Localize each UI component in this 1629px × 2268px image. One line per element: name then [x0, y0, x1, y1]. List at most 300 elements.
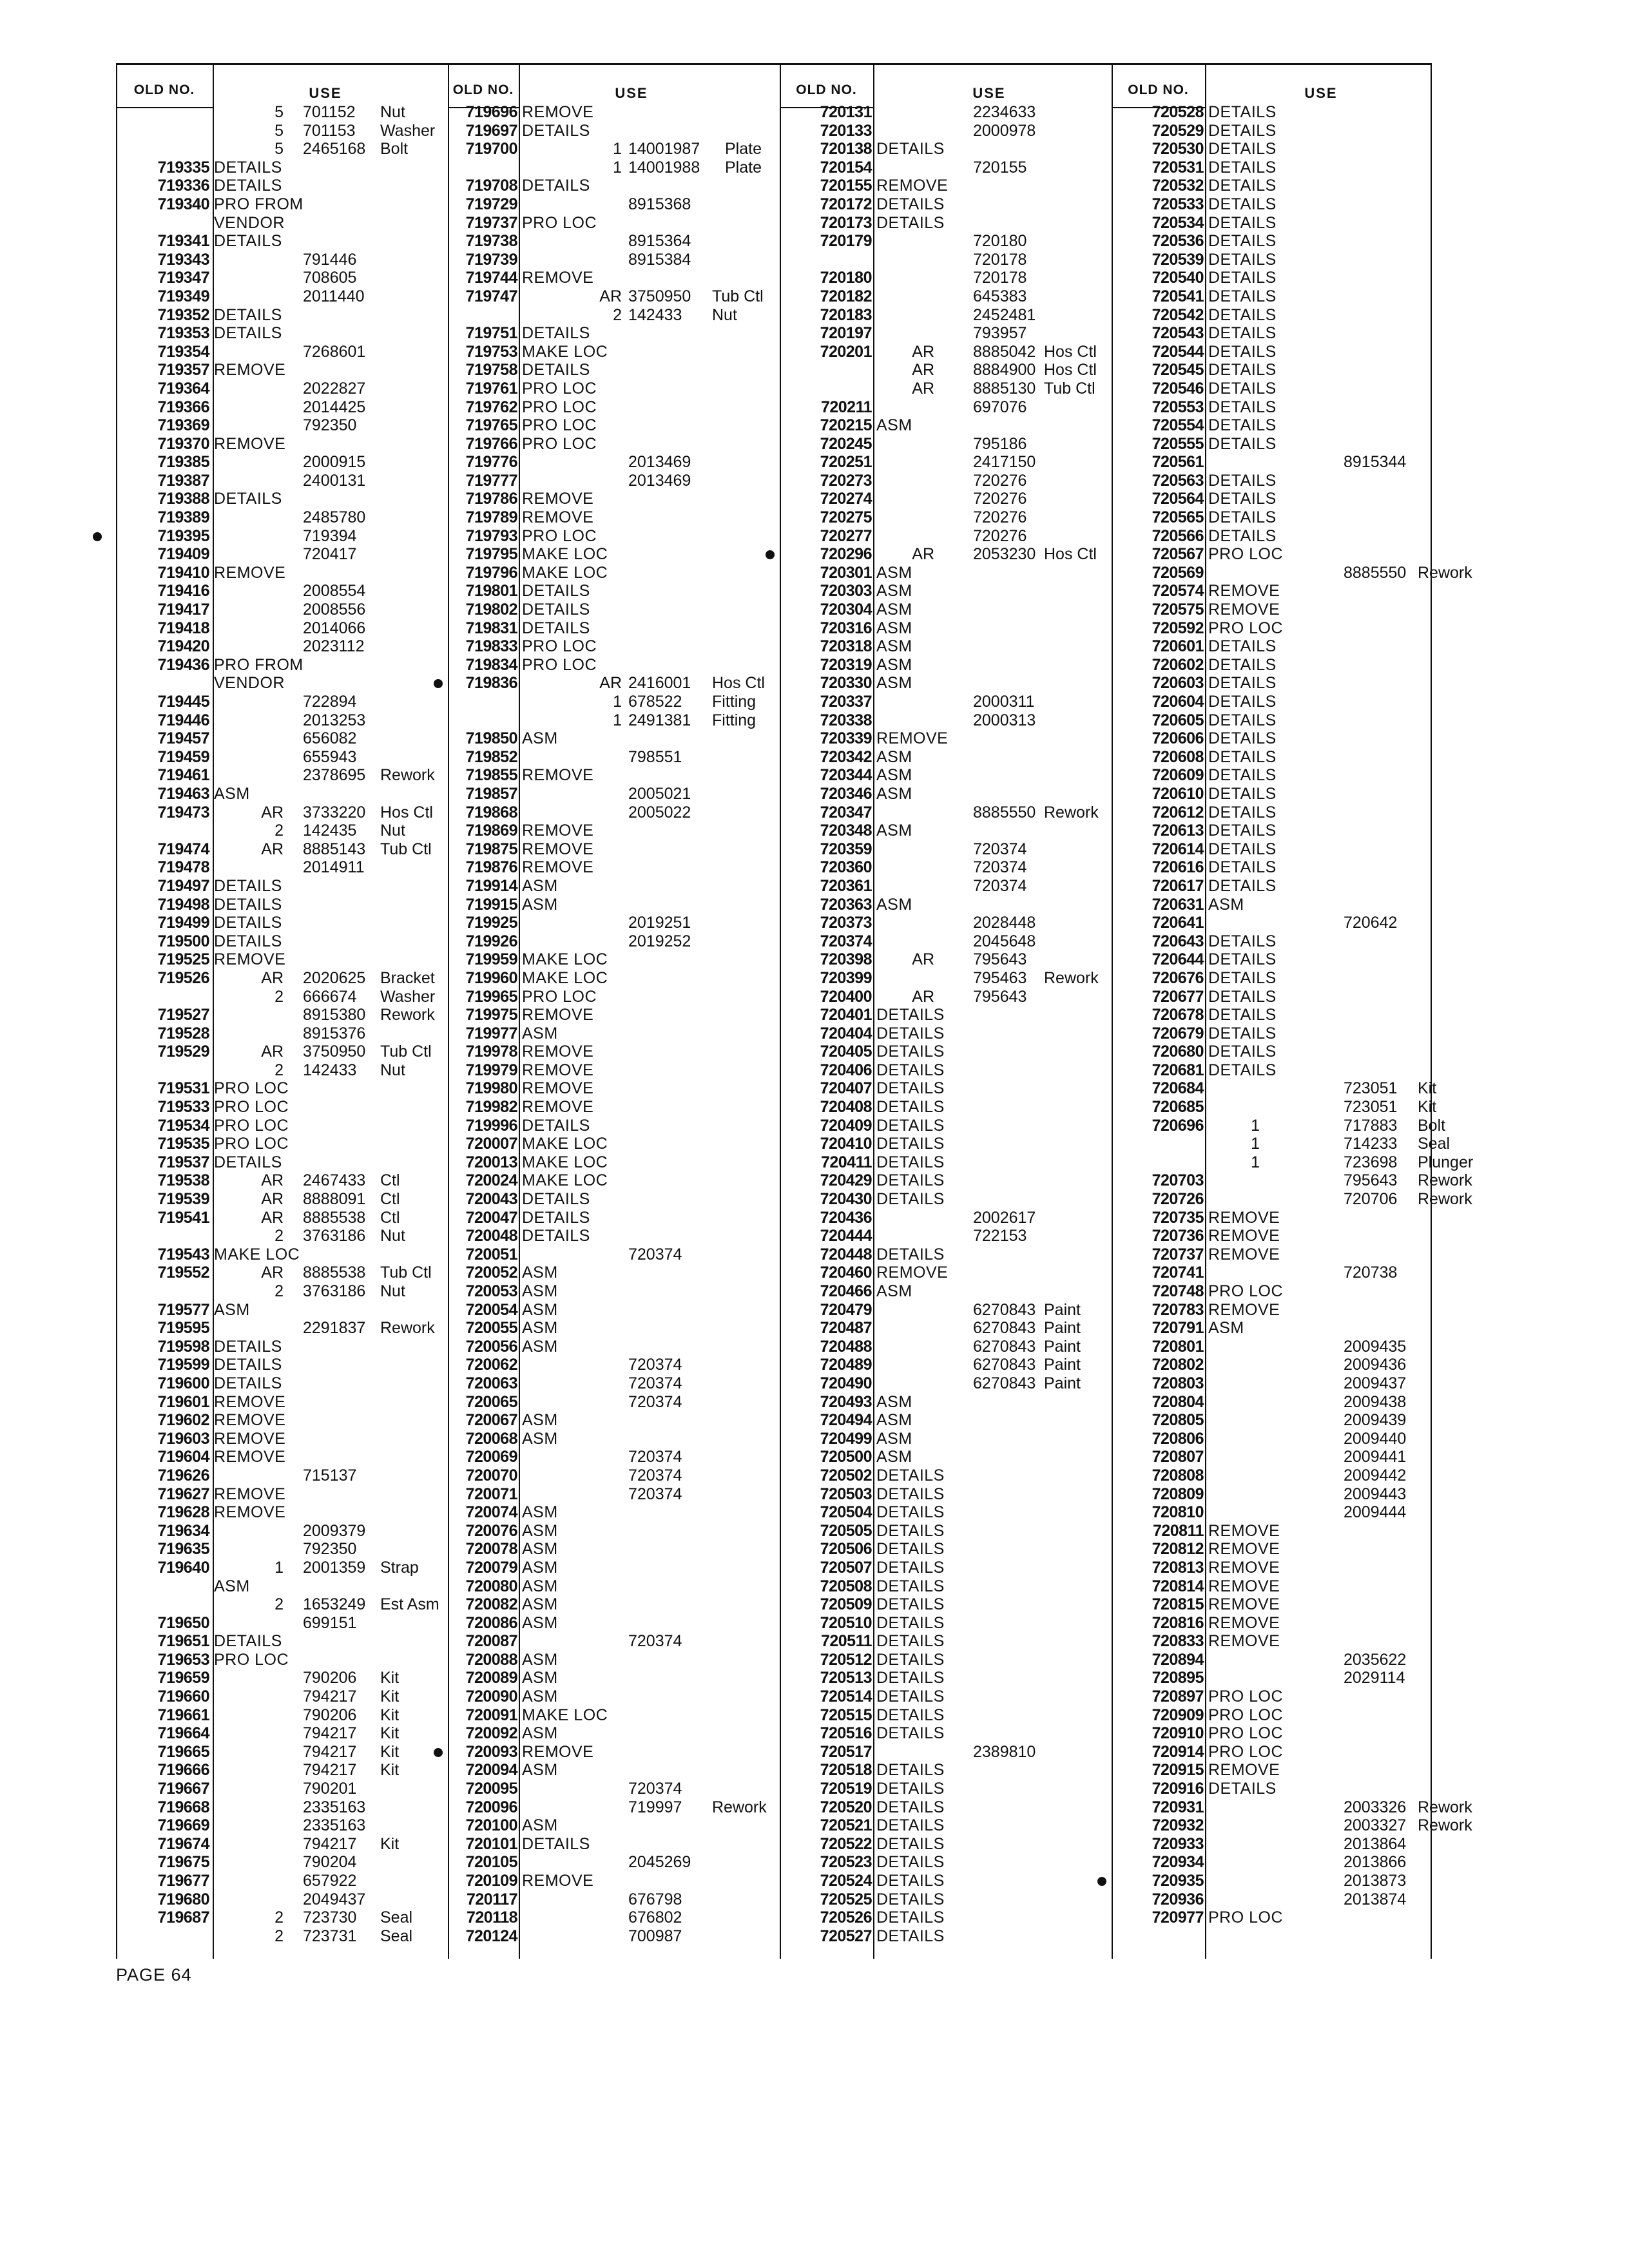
use-action: DETAILS	[1208, 655, 1277, 674]
table-row	[780, 1024, 1112, 1043]
use-action: DETAILS	[1208, 637, 1277, 656]
table-row	[116, 564, 448, 582]
old-number: 719802	[465, 601, 517, 619]
header-use: USE	[1304, 85, 1338, 101]
quantity: 2	[275, 1595, 284, 1614]
part-number: 794217	[303, 1761, 357, 1780]
old-number: 719965	[465, 987, 517, 1006]
table-row	[448, 324, 780, 343]
old-number: 719996	[465, 1116, 517, 1135]
old-number: 720448	[820, 1245, 872, 1264]
old-number: 719354	[157, 342, 209, 361]
old-number: 720791	[1152, 1319, 1204, 1338]
use-action: DETAILS	[1208, 932, 1277, 950]
part-number: 657922	[303, 1872, 357, 1890]
table-row	[1112, 563, 1472, 582]
old-number: 719463	[157, 784, 209, 803]
use-action: REMOVE	[522, 1872, 594, 1890]
column-header	[1112, 76, 1443, 99]
part-number: 6270843	[973, 1374, 1036, 1392]
use-action: ASM	[876, 1448, 912, 1466]
old-number: 719833	[465, 637, 517, 656]
part-number: 720738	[1344, 1264, 1398, 1282]
table-row	[448, 1816, 780, 1835]
part-number: 720276	[973, 508, 1027, 527]
table-column-2	[448, 63, 780, 1959]
use-action: DETAILS	[1208, 711, 1277, 729]
old-number: 719595	[157, 1319, 209, 1338]
old-number: 720296	[820, 545, 872, 564]
use-action: ASM	[522, 1761, 558, 1780]
use-action: DETAILS	[876, 1006, 945, 1024]
old-number: 720897	[1152, 1687, 1204, 1706]
table-row	[1112, 1153, 1474, 1172]
use-action: DETAILS	[876, 1761, 945, 1780]
table-row	[116, 877, 448, 896]
use-action: DETAILS	[1208, 526, 1277, 545]
part-note: Kit	[1418, 1079, 1437, 1098]
table-row	[116, 1816, 448, 1835]
use-action: PRO LOC	[1208, 1687, 1284, 1706]
old-number: 719914	[465, 876, 517, 895]
old-number: 720401	[820, 1006, 872, 1024]
old-number: 720554	[1152, 416, 1204, 435]
use-action: DETAILS	[522, 619, 590, 637]
use-action: ASM	[522, 876, 558, 895]
part-number: 8915384	[628, 250, 691, 269]
old-number: 720444	[820, 1227, 872, 1245]
table-row	[448, 711, 780, 730]
old-number: 720506	[820, 1540, 872, 1559]
table-row	[780, 637, 1112, 656]
old-number: 720405	[820, 1043, 872, 1061]
use-action: DETAILS	[1208, 434, 1277, 453]
quantity: 2	[275, 822, 284, 840]
table-row	[780, 1356, 1112, 1374]
part-number: 2000915	[303, 453, 366, 472]
table-row	[116, 1522, 448, 1541]
old-number: 719534	[157, 1116, 209, 1135]
table-row	[1112, 1430, 1443, 1448]
part-note: Nut	[712, 305, 737, 324]
table-row	[1112, 1522, 1443, 1541]
part-note: Kit	[380, 1834, 400, 1853]
table-row	[780, 1503, 1112, 1522]
table-row	[1112, 1761, 1443, 1780]
table-row	[448, 637, 780, 656]
old-number: 720105	[465, 1853, 517, 1872]
table-row	[780, 159, 1112, 177]
old-number: 720541	[1152, 287, 1204, 305]
part-number: 793957	[973, 324, 1027, 343]
old-number: 720076	[465, 1521, 517, 1540]
old-number: 719604	[157, 1448, 209, 1466]
old-number: 720173	[820, 213, 872, 232]
table-row	[780, 527, 1112, 546]
old-number: 720117	[466, 1890, 517, 1908]
row-list	[116, 103, 448, 1945]
old-number: 720089	[465, 1669, 517, 1687]
part-number: 720180	[973, 232, 1027, 251]
part-number: 8915364	[628, 232, 691, 251]
old-number: 719352	[157, 305, 209, 324]
table-row	[1112, 435, 1443, 454]
use-action: DETAILS	[522, 324, 590, 343]
table-row	[448, 785, 780, 803]
table-row	[116, 527, 448, 546]
use-action: DETAILS	[876, 1245, 945, 1264]
table-row	[780, 1485, 1112, 1504]
old-number: 720487	[820, 1319, 872, 1338]
part-number: 676802	[628, 1908, 682, 1927]
table-row	[116, 1190, 448, 1209]
table-row	[448, 472, 780, 490]
part-number: 3733220	[303, 803, 366, 822]
old-number: 719478	[157, 858, 209, 877]
table-row	[1112, 232, 1443, 251]
old-number: 720065	[465, 1392, 517, 1411]
use-action: DETAILS	[214, 914, 282, 932]
part-number: 2009436	[1344, 1356, 1407, 1374]
old-number: 720301	[820, 563, 872, 582]
use-action: DETAILS	[876, 1521, 945, 1540]
old-number: 719461	[157, 766, 209, 785]
old-number: 719660	[157, 1687, 209, 1706]
use-action: DETAILS	[1208, 858, 1277, 877]
use-action: PRO LOC	[1208, 1706, 1284, 1724]
old-number: 720644	[1152, 950, 1204, 969]
old-number: 720910	[1152, 1724, 1204, 1743]
old-number: 719836	[465, 674, 517, 693]
use-action: DETAILS	[876, 1613, 945, 1632]
use-action: VENDOR	[214, 674, 285, 693]
table-row	[116, 1687, 448, 1706]
use-action: DETAILS	[1208, 287, 1277, 305]
use-action: ASM	[522, 1024, 558, 1043]
table-row	[1112, 969, 1443, 988]
old-number: 720429	[820, 1171, 872, 1190]
table-row	[448, 1024, 780, 1043]
old-number: 720138	[820, 140, 872, 159]
part-number: 8885143	[303, 840, 366, 858]
use-action: DETAILS	[214, 177, 282, 195]
table-row	[448, 1190, 780, 1209]
header-old-no: OLD NO.	[133, 82, 195, 97]
table-row	[448, 122, 780, 140]
table-row	[448, 601, 780, 619]
old-number: 720215	[820, 416, 872, 435]
old-number: 719776	[465, 453, 517, 472]
use-action: DETAILS	[214, 158, 282, 177]
table-row	[1112, 1595, 1443, 1614]
table-row	[116, 343, 448, 361]
table-row	[116, 122, 448, 140]
old-number: 720509	[820, 1595, 872, 1614]
table-row	[448, 1485, 780, 1504]
old-number: 720833	[1152, 1632, 1204, 1651]
old-number: 719761	[465, 379, 517, 398]
use-action: ASM	[522, 1429, 558, 1448]
table-row	[780, 1301, 1112, 1320]
part-number: 2045269	[628, 1853, 691, 1872]
old-number: 720179	[820, 232, 872, 251]
use-action: PRO FROM	[214, 655, 304, 674]
table-row	[780, 1043, 1112, 1061]
use-action: REMOVE	[214, 1503, 286, 1522]
table-row	[780, 1393, 1112, 1412]
use-action: DETAILS	[522, 1116, 590, 1135]
part-number: 655943	[303, 747, 357, 766]
old-number: 719653	[157, 1650, 209, 1669]
table-row	[1112, 1043, 1443, 1061]
old-number: 720361	[820, 876, 872, 895]
use-action: REMOVE	[1208, 1521, 1280, 1540]
part-number: 790206	[303, 1669, 357, 1687]
old-number: 720436	[820, 1208, 872, 1227]
old-number: 720641	[1152, 914, 1204, 932]
old-number: 720526	[820, 1908, 872, 1927]
table-row	[116, 1135, 448, 1153]
part-number: 14001987	[628, 140, 700, 159]
old-number: 720053	[465, 1282, 517, 1300]
table-row	[116, 1651, 448, 1669]
old-number: 720575	[1152, 601, 1204, 619]
old-number: 720346	[820, 784, 872, 803]
table-row	[780, 1153, 1112, 1172]
table-row	[780, 1117, 1112, 1135]
part-number: 2400131	[303, 471, 366, 490]
table-row	[448, 1282, 780, 1301]
old-number: 719364	[157, 379, 209, 398]
old-number: 720805	[1152, 1411, 1204, 1430]
table-row	[780, 140, 1112, 159]
old-number: 719388	[157, 490, 209, 508]
table-row	[1112, 287, 1443, 306]
use-action: DETAILS	[876, 1595, 945, 1614]
use-action: ASM	[522, 1282, 558, 1300]
part-number: 720374	[973, 858, 1027, 877]
table-row	[448, 1153, 780, 1172]
old-number: 719369	[157, 416, 209, 435]
part-note: Nut	[380, 103, 405, 121]
table-row	[1112, 1798, 1472, 1817]
table-row	[780, 1927, 1112, 1946]
old-number: 719960	[465, 968, 517, 987]
part-number: 2045648	[973, 932, 1036, 950]
old-number: 719868	[465, 803, 517, 822]
old-number: 719876	[465, 858, 517, 877]
part-note: Rework	[712, 1798, 767, 1816]
table-row	[1112, 1908, 1443, 1927]
old-number: 720503	[820, 1485, 872, 1503]
table-row	[780, 858, 1112, 877]
old-number: 720933	[1152, 1834, 1204, 1853]
table-row	[448, 988, 780, 1006]
quantity: AR	[912, 342, 934, 361]
table-row	[448, 729, 780, 748]
old-number: 719915	[465, 895, 517, 914]
quantity: 2	[275, 1908, 284, 1927]
use-action: REMOVE	[876, 1264, 949, 1282]
old-number: 720810	[1152, 1503, 1204, 1522]
table-row	[1112, 1687, 1443, 1706]
table-row	[448, 1798, 780, 1817]
part-number: 2013469	[628, 471, 691, 490]
table-row	[1112, 1411, 1443, 1430]
header-old-no: OLD NO.	[1128, 82, 1189, 97]
table-row	[780, 269, 1112, 287]
old-number: 720803	[1152, 1374, 1204, 1392]
table-row	[448, 380, 780, 398]
old-number: 720155	[820, 177, 872, 195]
table-row	[780, 343, 1112, 361]
table-column-1	[116, 63, 448, 1959]
table-row	[780, 601, 1112, 619]
old-number: 720047	[465, 1208, 517, 1227]
table-row	[780, 988, 1112, 1006]
table-row	[448, 1393, 780, 1412]
use-action: DETAILS	[876, 1540, 945, 1559]
old-number: 719793	[465, 526, 517, 545]
table-row	[116, 103, 448, 122]
use-action: DETAILS	[1208, 840, 1277, 858]
old-number: 719634	[157, 1521, 209, 1540]
use-action: REMOVE	[876, 729, 949, 748]
part-number: 2009437	[1344, 1374, 1407, 1392]
use-action: DETAILS	[522, 121, 590, 140]
use-action: ASM	[876, 674, 912, 693]
use-action: DETAILS	[876, 1669, 945, 1687]
old-number: 719541	[157, 1208, 209, 1227]
old-number: 720801	[1152, 1337, 1204, 1356]
use-action: DETAILS	[876, 1485, 945, 1503]
table-row	[1112, 1890, 1443, 1909]
old-number: 719459	[157, 747, 209, 766]
use-action: DETAILS	[876, 1153, 945, 1171]
table-row	[448, 1687, 780, 1706]
part-number: 8885538	[303, 1264, 366, 1282]
part-note: Kit	[380, 1706, 400, 1724]
old-number: 720245	[820, 434, 872, 453]
old-number: 719473	[157, 803, 209, 822]
table-row	[1112, 140, 1443, 159]
table-row	[780, 306, 1112, 325]
part-number: 792350	[303, 1540, 357, 1559]
table-row	[1112, 1079, 1443, 1098]
use-action: DETAILS	[1208, 140, 1277, 159]
old-number: 720616	[1152, 858, 1204, 877]
use-action: ASM	[876, 1411, 912, 1430]
old-number: 719795	[465, 545, 517, 564]
part-number: 722153	[973, 1227, 1027, 1245]
table-row	[448, 1559, 780, 1577]
table-row	[448, 527, 780, 546]
use-action: ASM	[876, 766, 912, 785]
table-row	[448, 1908, 780, 1927]
old-number: 719751	[465, 324, 517, 343]
part-note: Kit	[1418, 1098, 1437, 1117]
part-number: 2009444	[1344, 1503, 1407, 1522]
old-number: 720909	[1152, 1706, 1204, 1724]
part-number: 708605	[303, 269, 357, 287]
old-number: 719497	[157, 876, 209, 895]
table-row	[780, 1522, 1112, 1541]
old-number: 720536	[1152, 232, 1204, 251]
table-row	[448, 1301, 780, 1320]
old-number: 719708	[465, 177, 517, 195]
use-action: REMOVE	[214, 950, 286, 969]
table-row	[1112, 1319, 1443, 1338]
part-number: 2049437	[303, 1890, 366, 1908]
use-action: DETAILS	[876, 1190, 945, 1209]
part-note: Hos Ctl	[1044, 342, 1097, 361]
old-number: 720043	[465, 1190, 517, 1209]
part-note: Paint	[1044, 1319, 1081, 1338]
use-action: REMOVE	[1208, 1540, 1280, 1559]
use-action: DETAILS	[1208, 269, 1277, 287]
table-row	[116, 269, 448, 287]
table-row	[448, 1743, 780, 1762]
old-number: 720054	[465, 1300, 517, 1319]
use-action: ASM	[214, 1577, 250, 1595]
part-note: Bolt	[1418, 1116, 1446, 1135]
old-number: 720360	[820, 858, 872, 877]
table-row	[1112, 693, 1443, 711]
old-number: 720527	[820, 1927, 872, 1945]
table-row	[116, 988, 448, 1006]
old-number: 719577	[157, 1300, 209, 1319]
quantity: AR	[261, 840, 284, 858]
table-row	[116, 1411, 448, 1430]
table-row	[448, 416, 780, 435]
use-action: ASM	[522, 1577, 558, 1595]
table-column-4	[1112, 63, 1474, 1959]
old-number: 719370	[157, 434, 209, 453]
use-action: ASM	[214, 784, 250, 803]
part-number: 2019251	[628, 914, 691, 932]
use-action: DETAILS	[876, 195, 945, 213]
old-number: 720546	[1152, 379, 1204, 398]
use-action: DETAILS	[876, 1780, 945, 1798]
use-action: REMOVE	[876, 177, 949, 195]
old-number: 720062	[465, 1356, 517, 1374]
table-row	[780, 508, 1112, 527]
table-row	[780, 1632, 1112, 1651]
part-note: Rework	[1044, 803, 1099, 822]
use-action: DETAILS	[1208, 490, 1277, 508]
quantity: 1	[275, 1558, 284, 1577]
use-action: MAKE LOC	[522, 1706, 608, 1724]
use-action: PRO LOC	[214, 1079, 289, 1098]
old-number: 719926	[465, 932, 517, 950]
table-row	[116, 1153, 448, 1172]
part-number: 790201	[303, 1780, 357, 1798]
table-row	[116, 1282, 448, 1301]
table-row	[1112, 914, 1443, 932]
part-number: 7268601	[303, 342, 366, 361]
part-number: 2005022	[628, 803, 691, 822]
quantity: AR	[261, 803, 284, 822]
old-number: 719925	[465, 914, 517, 932]
table-row	[780, 1430, 1112, 1448]
part-number: 720178	[973, 269, 1027, 287]
header-old-no: OLD NO.	[796, 82, 857, 97]
use-action: DETAILS	[214, 895, 282, 914]
use-action: DETAILS	[1208, 213, 1277, 232]
old-number: 720048	[465, 1227, 517, 1245]
table-row	[1112, 1780, 1443, 1798]
part-number: 794217	[303, 1834, 357, 1853]
